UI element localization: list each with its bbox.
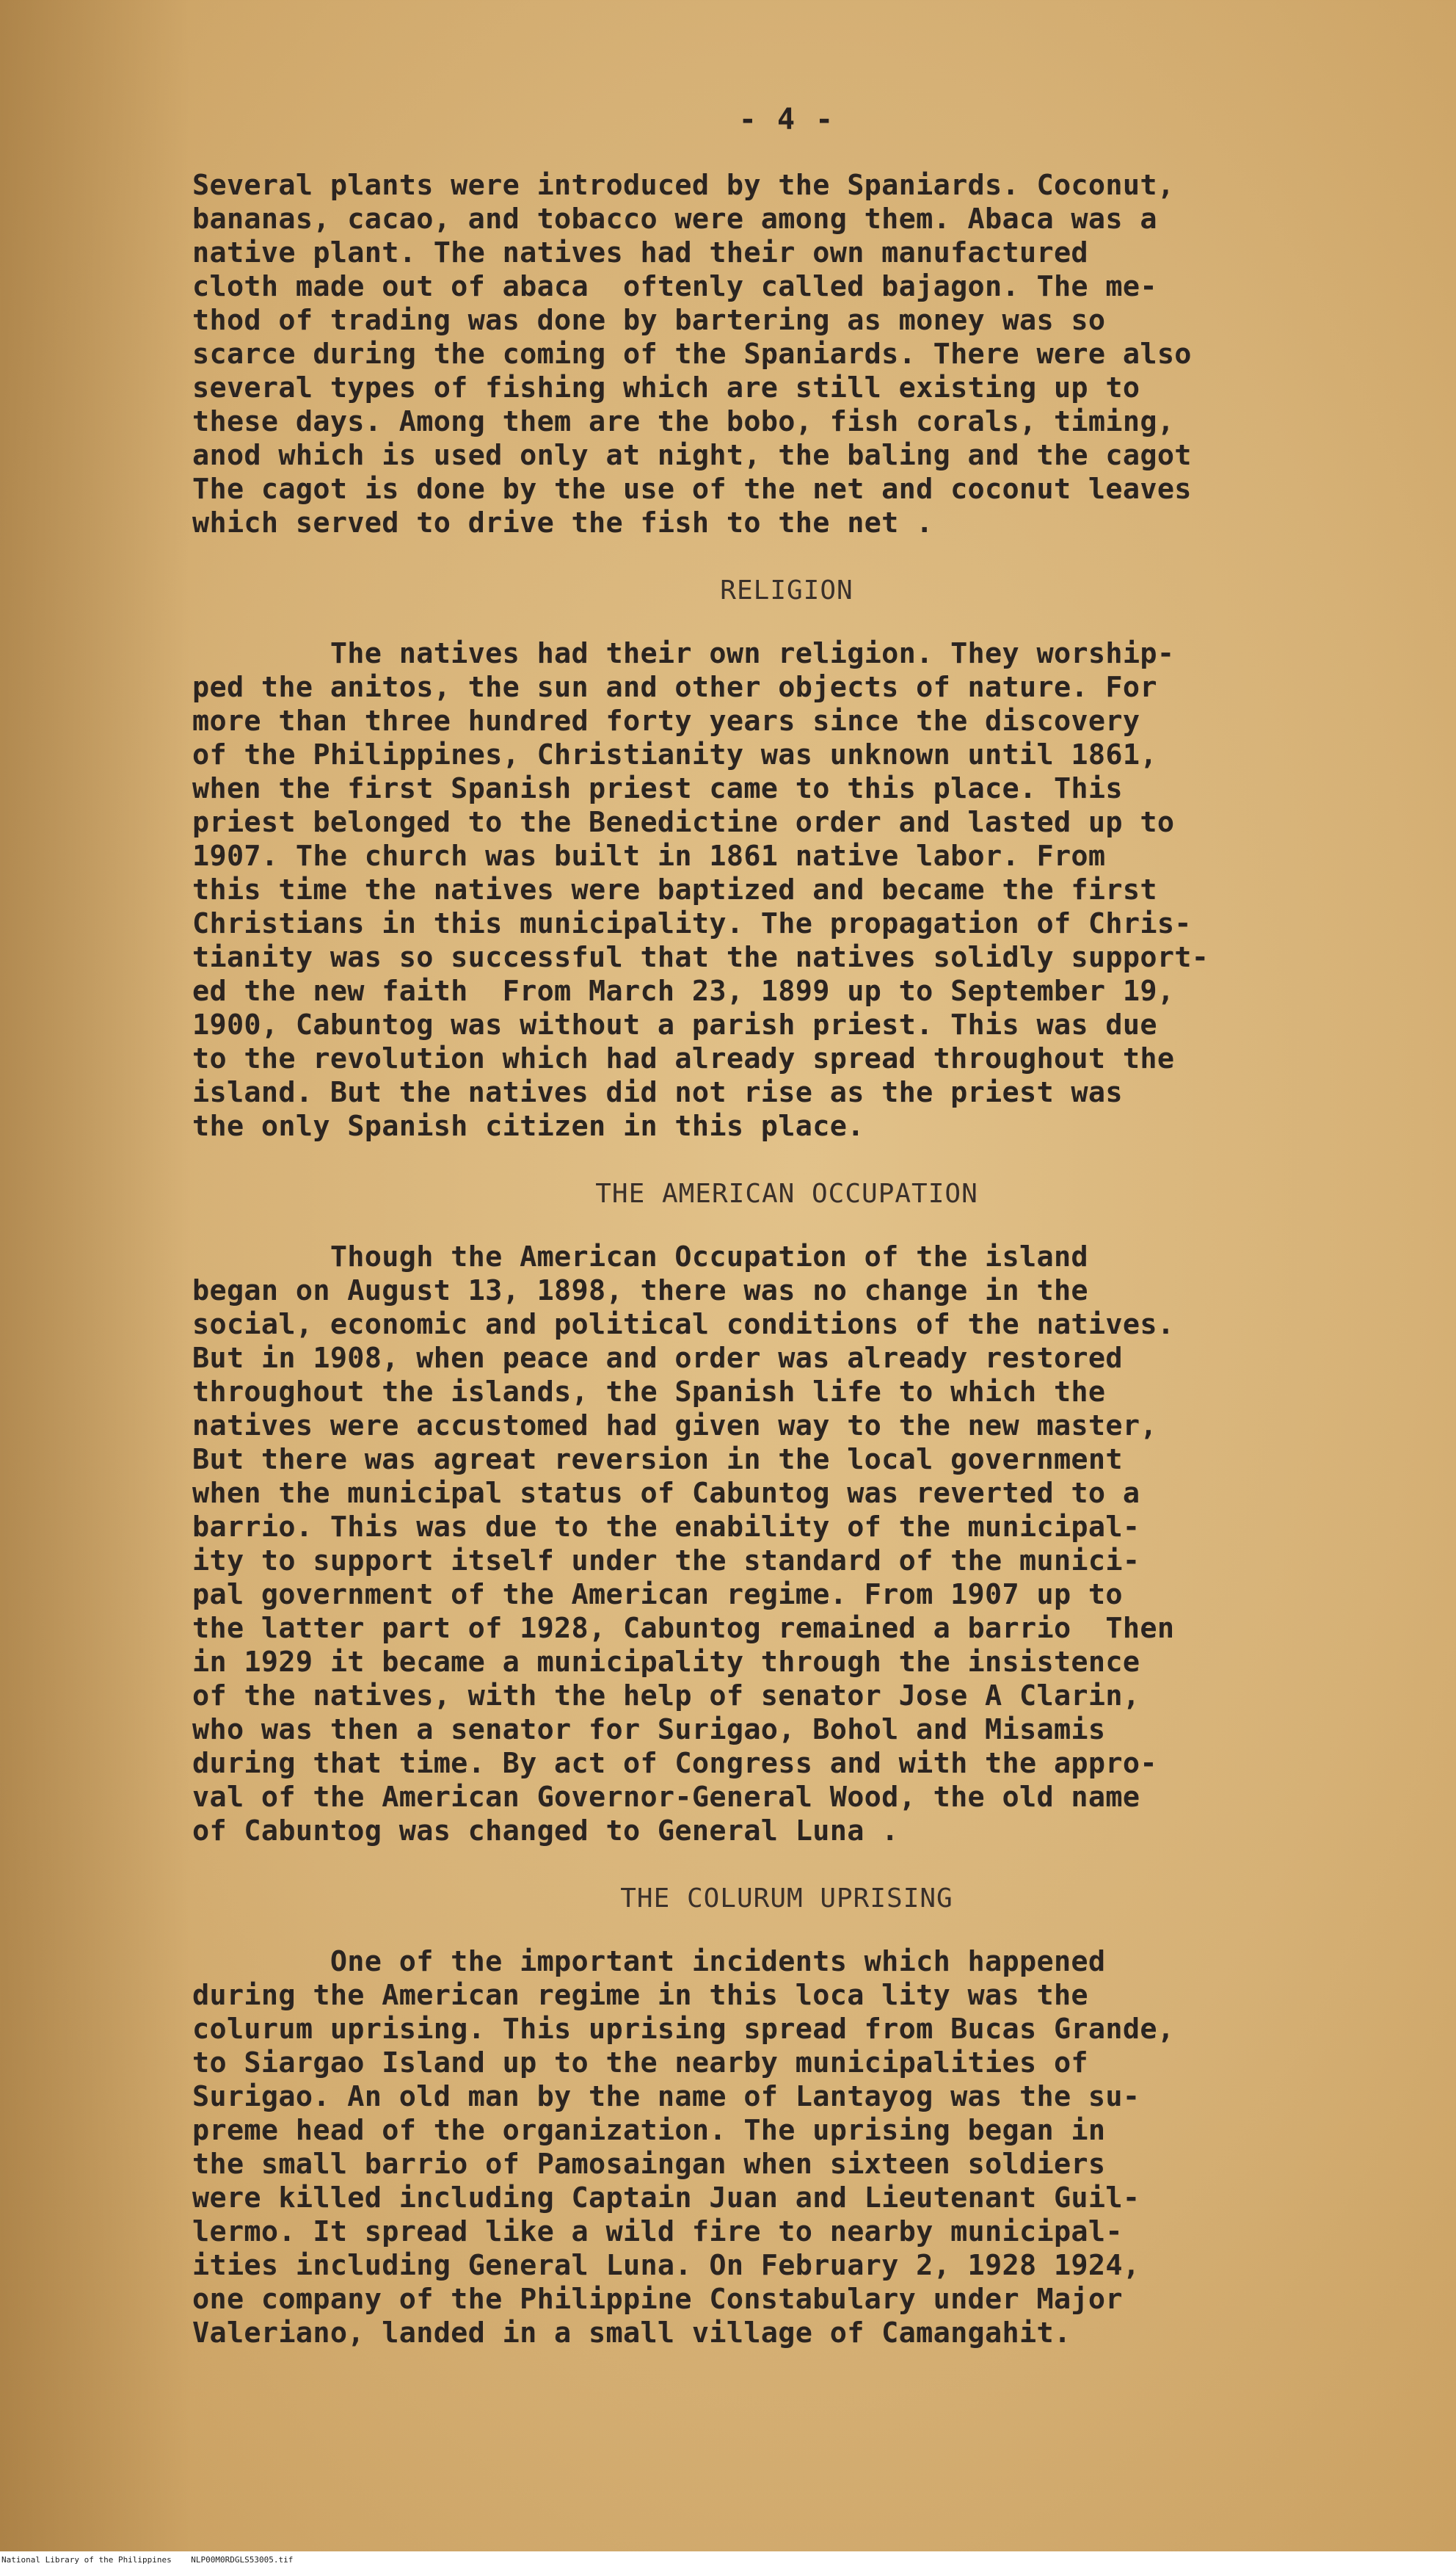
sections: [192, 540, 1381, 2350]
section-body: [192, 1240, 1381, 1848]
text-line: pal government of the American regime. From 1907 up to: [192, 1578, 1123, 1611]
text-line: when the municipal status of Cabuntog was reverted to a: [192, 1477, 1140, 1510]
text-line: anod which is used only at night, the baling and the cagot: [192, 439, 1192, 472]
text-line: lermo. It spread like a wild fire to nearby municipal-: [192, 2215, 1123, 2248]
intro-paragraph: [192, 169, 1381, 540]
section-spacer: [192, 1848, 1381, 1882]
section-body: [192, 637, 1381, 1144]
text-line: val of the American Governor-General Wood, the old name: [192, 1781, 1140, 1814]
section-heading: THE AMERICAN OCCUPATION: [595, 1179, 978, 1209]
text-line: barrio. This was due to the enability of the municipal-: [192, 1511, 1140, 1544]
text-line: social, economic and political conditions of the natives.: [192, 1308, 1175, 1341]
section-body: [192, 1945, 1381, 2350]
page-content: [192, 103, 1381, 2350]
text-line: this time the natives were baptized and became the first: [192, 873, 1157, 906]
text-line: But in 1908, when peace and order was already restored: [192, 1342, 1123, 1375]
heading-spacer: [192, 1211, 1381, 1240]
text-line: cloth made out of abaca oftenly called bajagon. The me-: [192, 270, 1157, 303]
text-line: of Cabuntog was changed to General Luna .: [192, 1814, 899, 1847]
heading-spacer: [192, 1916, 1381, 1945]
text-line: began on August 13, 1898, there was no change in the: [192, 1274, 1088, 1307]
text-line: priest belonged to the Benedictine order and lasted up to: [192, 806, 1175, 839]
section-heading: RELIGION: [720, 575, 853, 606]
text-line: ped the anitos, the sun and other objects of nature. For: [192, 671, 1157, 704]
text-line: ity to support itself under the standard of the munici-: [192, 1544, 1140, 1577]
text-line: native plant. The natives had their own manufactured: [192, 236, 1088, 269]
text-line: bananas, cacao, and tobacco were among them. Abaca was a: [192, 203, 1157, 236]
text-line: colurum uprising. This uprising spread from Bucas Grande,: [192, 2013, 1175, 2046]
text-line: One of the important incidents which happened: [192, 1945, 1106, 1978]
text-line: the small barrio of Pamosaingan when sixteen soldiers: [192, 2148, 1106, 2181]
text-line: Christians in this municipality. The propagation of Chris-: [192, 907, 1192, 940]
text-line: to Siargao Island up to the nearby municipalities of: [192, 2046, 1088, 2079]
section-spacer: [192, 540, 1381, 574]
text-line: preme head of the organization. The uprising began in: [192, 2114, 1106, 2147]
text-line: of the Philippines, Christianity was unknown until 1861,: [192, 738, 1157, 771]
text-line: thod of trading was done by bartering as money was so: [192, 304, 1106, 337]
text-line: when the first Spanish priest came to this place. This: [192, 772, 1123, 805]
text-line: Several plants were introduced by the Spaniards. Coconut,: [192, 169, 1175, 202]
text-line: more than three hundred forty years since the discovery: [192, 705, 1140, 738]
text-line: throughout the islands, the Spanish life to which the: [192, 1376, 1106, 1409]
text-line: island. But the natives did not rise as the priest was: [192, 1076, 1123, 1109]
text-line: 1900, Cabuntog was without a parish priest. This was due: [192, 1009, 1157, 1042]
text-line: the latter part of 1928, Cabuntog remained a barrio Then: [192, 1612, 1175, 1645]
text-line: to the revolution which had already spread throughout the: [192, 1042, 1175, 1075]
text-line: who was then a senator for Surigao, Bohol and Misamis: [192, 1713, 1106, 1746]
text-line: Though the American Occupation of the island: [192, 1240, 1088, 1273]
scan-footer: National Library of the Philippines NLP00M0RDGLS53005.tif: [0, 2551, 1456, 2569]
text-line: scarce during the coming of the Spaniards. There were also: [192, 338, 1192, 371]
section-heading: THE COLURUM UPRISING: [620, 1883, 953, 1914]
text-line: during that time. By act of Congress and with the appro-: [192, 1747, 1157, 1780]
text-line: The natives had their own religion. They worship-: [192, 637, 1175, 670]
text-line: of the natives, with the help of senator Jose A Clarin,: [192, 1679, 1140, 1712]
text-line: 1907. The church was built in 1861 native labor. From: [192, 840, 1106, 873]
text-line: The cagot is done by the use of the net and coconut leaves: [192, 473, 1192, 506]
text-line: Surigao. An old man by the name of Lantayog was the su-: [192, 2080, 1140, 2113]
text-line: which served to drive the fish to the net .: [192, 506, 933, 539]
text-line: these days. Among them are the bobo, fish corals, timing,: [192, 405, 1175, 438]
text-line: ed the new faith From March 23, 1899 up to September 19,: [192, 975, 1175, 1008]
page-number: - 4 -: [738, 103, 835, 137]
text-line: one company of the Philippine Constabulary under Major: [192, 2283, 1123, 2316]
text-line: tianity was so successful that the natives solidly support-: [192, 941, 1209, 974]
text-line: But there was agreat reversion in the local government: [192, 1443, 1123, 1476]
text-line: were killed including Captain Juan and Lieutenant Guil-: [192, 2181, 1140, 2214]
text-line: natives were accustomed had given way to the new master,: [192, 1409, 1157, 1442]
text-line: during the American regime in this loca lity was the: [192, 1979, 1088, 2012]
heading-spacer: [192, 608, 1381, 637]
page-binding-shadow: [0, 0, 191, 2551]
text-line: the only Spanish citizen in this place.: [192, 1110, 864, 1143]
section-spacer: [192, 1144, 1381, 1177]
text-line: ities including General Luna. On February 2, 1928 1924,: [192, 2249, 1140, 2282]
text-line: Valeriano, landed in a small village of Camangahit.: [192, 2317, 1071, 2350]
text-line: several types of fishing which are still existing up to: [192, 371, 1140, 404]
text-line: in 1929 it became a municipality through the insistence: [192, 1646, 1140, 1679]
